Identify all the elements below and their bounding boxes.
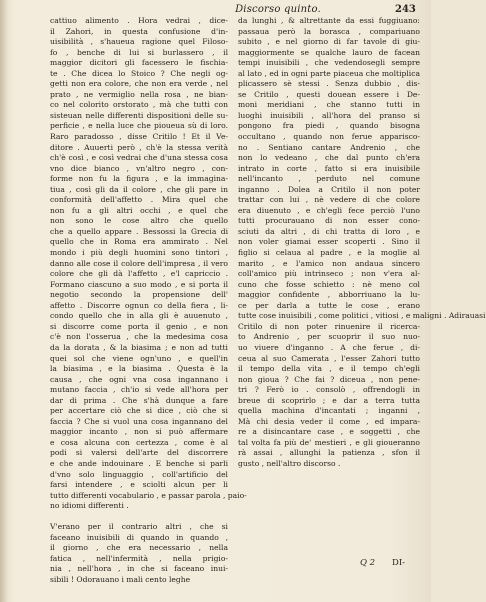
text-line: da lunghi , & altrettante da essi fuggiuano:	[238, 16, 420, 25]
text-line: maggiormente se qualche lauro de facean	[238, 47, 420, 57]
text-line: affetto . Discorre ognun co della fiera , li-	[50, 300, 228, 310]
text-line: V'erano per il contrario altri , che si	[50, 522, 228, 532]
text-line: trattar con lui , nè vedere di che colore	[238, 195, 420, 205]
text-line: se Critilo , questi douean essere i De-	[238, 89, 420, 99]
text-line: quella machina d'incantati ; inganni ,	[238, 406, 420, 416]
right-text-column	[238, 16, 486, 470]
text-line: per accertare ciò che si dice , ciò che si	[50, 406, 228, 416]
text-line: farsi intendere , e sciolti alcun per li	[50, 480, 228, 490]
text-line: pongono fra piedi , quando bisogna	[238, 121, 420, 131]
text-line: moni meridiani , che stanno tutti in	[238, 100, 420, 110]
text-line: maggior incanto , non si può affermare	[50, 427, 228, 437]
text-line: il giorno , che era necessario , nella	[50, 543, 228, 553]
text-line: uisibilità , s'haueua ragione quel Filoso-	[50, 37, 228, 47]
text-line: quei sol che viene ogn'uno , e quell'in	[50, 353, 228, 363]
text-line: tempi inuisibili , che vedendosegli sempre	[238, 58, 420, 68]
text-line: non lo vedeano , che dal punto ch'era	[238, 153, 420, 163]
text-line: figlio si celaua al padre , e la moglie al	[238, 248, 420, 258]
catchword: DI-	[392, 558, 406, 568]
text-line: tutti procurauano di non esser cono-	[238, 216, 420, 226]
text-line: tal volta fa più de' mestieri , e gli gioueranno	[238, 437, 420, 447]
text-line: causa , che ogni vna cosa ingannano i	[50, 374, 228, 384]
gutter-shadow	[0, 0, 8, 602]
text-line: maggior confidente , abborriuano la lu-	[238, 290, 420, 300]
text-line: e che ande indouinare . E benche si parli	[50, 458, 228, 468]
text-line: vno dice bianco , vn'altro negro , con-	[50, 163, 228, 173]
text-line: tiua , così gli da il colore , che gli pare in	[50, 184, 228, 194]
text-line: passaua però la borasca , compariuano	[238, 26, 420, 36]
text-line: che a quello appare . Bessossi la Grecia di	[50, 226, 228, 236]
text-line: coll'amico più intrinseco ; non v'era al-	[238, 269, 420, 279]
text-line: d'vno solo linguaggio , coll'artificio del	[50, 469, 228, 479]
text-line: dar di prima . Che s'hà dunque a fare	[50, 395, 228, 405]
text-line: ceua al suo Camerata , l'esser Zahori tutto	[238, 353, 420, 363]
text-line: non sono le cose altro che quello	[50, 216, 228, 226]
text-line: il Zahori, in questa confusione d'in-	[50, 26, 228, 36]
text-line: e cosa alcuna con certezza , come è al	[50, 437, 228, 447]
text-line: intrato in corte , fatto si era inuisibile	[238, 163, 420, 173]
text-line: sibili ! Odorauano i mali cento leghe	[50, 574, 191, 584]
text-line: ch'è così , e così vedrai che d'una stessa cosa	[50, 153, 228, 163]
text-line: ce per darla a tutte le cose , erano	[238, 300, 420, 310]
text-line: Critilo di non poter rinuenire il ricerca-	[238, 321, 420, 331]
text-line: marito , e l'amico non andaua sincero	[238, 258, 420, 268]
text-line: al lato , ed in ogni parte piaceua che moltiplica	[238, 68, 420, 78]
text-line: danno alle cose il colore dell'impresa , il vero	[50, 258, 228, 268]
text-line: occultano , quando non ferue apparisco-	[238, 132, 420, 142]
text-line: fatica , nell'infermità , nella prigio-	[50, 553, 228, 563]
text-line: Formano ciascuno a suo modo , e si porta il	[50, 279, 228, 289]
text-line: co nel colorito orstorato , mà che tutti con	[50, 100, 228, 110]
text-line: re a disincantare case , e soggetti , che	[238, 427, 420, 437]
text-line: forme non fu la figura , e la immagina-	[50, 174, 228, 184]
text-line: subito , e nel giorno di far tavole di giu-	[238, 37, 420, 47]
text-line: non fu a gli altri occhi , e quel che	[50, 205, 228, 215]
text-line: podi si valersi dell'arte del discorrere	[50, 448, 228, 458]
text-line: si discorre come porta il genio , e non	[50, 321, 228, 331]
text-line: gusto , nell'altro discorso .	[238, 458, 341, 468]
text-line: il tempo della vita , e il tempo ch'egli	[238, 364, 420, 374]
text-line: to Andrenio , per scuoprir il suo nuo-	[238, 332, 420, 342]
text-line: non voler giamai esser scoperti . Sino il	[238, 237, 420, 247]
text-line: cattiuo alimento . Hora vedrai , dice-	[50, 16, 228, 25]
text-line: faceano inuisibili di quando in quando ,	[50, 532, 228, 542]
text-line: c'è non l'osserua , che la medesima cosa	[50, 332, 228, 342]
text-line	[50, 512, 228, 523]
text-line: maggior dicitori gli facessero le fischia-	[50, 58, 228, 68]
text-line: ditore . Auuerti però , ch'è la stessa verità	[50, 142, 228, 152]
page-number: 243	[395, 4, 416, 15]
text-line: fo , benche di lui si burlassero , il	[50, 47, 228, 57]
text-line: te . Che dicea lo Stoico ? Che negli og-	[50, 68, 228, 78]
text-line: conformità dell'affetto . Mira quel che	[50, 195, 228, 205]
text-line: no . Sentiano cantare Andrenio , che	[238, 142, 420, 152]
text-line: quello che in Roma era ammirato . Nel	[50, 237, 228, 247]
signature-mark: Q 2	[360, 558, 376, 568]
text-line: inganno . Dolea a Critilo il non poter	[238, 184, 420, 194]
text-line: condo quello che in alla gli è auuenuto ,	[50, 311, 228, 321]
text-line: mutano faccia , ch'io si vede all'hora per	[50, 385, 228, 395]
text-line: mondo i più degli huomini sono tintori ,	[50, 248, 228, 258]
text-line: sciuti da altri , di chi tratta di loro , e	[238, 226, 420, 236]
text-line: prato , ne vermiglio nella rosa , ne bian-	[50, 89, 228, 99]
text-line: cuno che fosse schietto : nè meno col	[238, 279, 420, 289]
text-line: Mà chi desia veder il come , ed impara-	[238, 416, 420, 426]
text-line: tri ? Ferò io . consolò , offrendogli in	[238, 385, 420, 395]
text-line: nia , nell'hora , in che si faceano inui-	[50, 564, 228, 574]
text-line: negotio secondo la propensione dell'	[50, 290, 228, 300]
footer-row	[360, 558, 420, 570]
left-text-column	[50, 16, 247, 586]
text-line: tutte cose inuisibili , come politici , vitiosi , e maligni . Adirauasi	[238, 311, 486, 321]
text-line: plicassero sè stessi . Senza dubbio , dis-	[238, 79, 420, 89]
text-line: faccia ? Che si vuol una cosa ingannano del	[50, 416, 228, 426]
text-line: no idiomi differenti .	[50, 501, 129, 511]
text-line: Raro paradosso , disse Critilo ! Et il Ve-	[50, 132, 228, 142]
text-line: non gioua ? Che fai ? diceua , non pene-	[238, 374, 420, 384]
text-line: tutto differenti vocabulario , e passar parola , paio-	[50, 490, 247, 500]
running-title: Discorso quinto.	[235, 4, 321, 15]
text-line: rà assai , allunghi la patienza , sfon il	[238, 448, 420, 458]
text-line: breue di scoprirlo ; e dar a terra tutta	[238, 395, 420, 405]
text-line: luoghi inuisibili , all'hora del pranso si	[238, 110, 420, 120]
text-line: nell'incanto , perduto nel comune	[238, 174, 420, 184]
text-line: colore che gli dà l'affetto , e'l capriccio .	[50, 269, 228, 279]
text-line: da la dorata , & la biasima ; e non ad tutti	[50, 342, 228, 352]
text-line: uo viuere d'inganno . A che ferue , di-	[238, 342, 420, 352]
text-line: era diuenuto , e ch'egli fece perciò l'uno	[238, 205, 420, 215]
text-line: getti non era colore, che non era verde , nel	[50, 79, 228, 89]
text-line: sisteuan nelle differenti dispositioni delle su-	[50, 110, 228, 120]
text-line: la biasima , e la biasima . Questa è la	[50, 364, 228, 374]
text-line: perficie , e nella luce che pioueua sù di loro.	[50, 121, 228, 131]
